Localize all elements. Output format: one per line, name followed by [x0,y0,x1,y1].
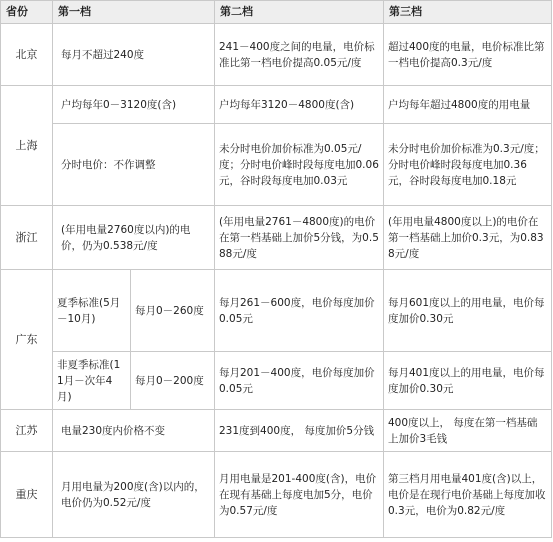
tier3-cell: 400度以上， 每度在第一档基础上加价3毛钱 [384,410,552,452]
tier3-cell: 超过400度的电量，电价标准比第一档电价提高0.3元/度 [384,24,552,86]
tier1-cell: 每月0－260度 [131,270,215,352]
province-cell: 广东 [1,270,53,410]
table-row [1,452,552,538]
tier2-cell: 231度到400度， 每度加价5分钱 [215,410,384,452]
tier3-cell: 未分时电价加价标准为0.3元/度；分时电价峰时段每度电加0.36元，谷时段每度电加0.18元 [384,124,552,206]
province-cell: 北京 [1,24,53,86]
table-row [1,206,552,270]
season-label-summer: 夏季标准(5月－10月) [53,270,131,352]
tier2-cell: 未分时电价加价标准为0.05元/度；分时电价峰时段每度电加0.06元，谷时段每度电加0.03元 [215,124,384,206]
province-cell: 江苏 [1,410,53,452]
tier3-cell: 第三档月用电量401度(含)以上，电价是在现行电价基础上每度加收0.3元，电价为0.82元/度 [384,452,552,538]
tier2-cell: (年用电量2761－4800度)的电价在第一档基础上加价5分钱，为0.588元/度 [215,206,384,270]
tier3-cell: (年用电量4800度以上)的电价在第一档基础上加价0.3元，为0.838元/度 [384,206,552,270]
tier1-cell: 月用电量为200度(含)以内的，电价仍为0.52元/度 [53,452,215,538]
tier1-cell: 每月不超过240度 [53,24,215,86]
header-tier3: 第三档 [384,1,552,24]
tier3-cell: 每月401度以上的用电量，电价每度加价0.30元 [384,352,552,410]
tier1-cell: 分时电价：不作调整 [53,124,215,206]
tier1-cell: 电量230度内价格不变 [53,410,215,452]
tier2-cell: 每月261－600度，电价每度加价0.05元 [215,270,384,352]
tier3-cell: 户均每年超过4800度的用电量 [384,86,552,124]
province-cell: 浙江 [1,206,53,270]
tier3-cell: 每月601度以上的用电量，电价每度加价0.30元 [384,270,552,352]
table-row [1,270,552,352]
tier2-cell: 月用电量是201-400度(含)，电价在现有基础上每度电加5分，电价为0.57元/度 [215,452,384,538]
tier2-cell: 户均每年3120－4800度(含) [215,86,384,124]
province-cell: 上海 [1,86,53,206]
province-cell: 重庆 [1,452,53,538]
header-tier2: 第二档 [215,1,384,24]
table-row [1,86,552,124]
tier2-cell: 每月201－400度，电价每度加价0.05元 [215,352,384,410]
table-header-row [1,1,552,24]
season-label-nonsummer: 非夏季标准(11月－次年4月) [53,352,131,410]
header-province: 省份 [1,1,53,24]
table-row [1,352,552,410]
tier1-cell: (年用电量2760度以内)的电价，仍为0.538元/度 [53,206,215,270]
table-row [1,24,552,86]
header-tier1: 第一档 [53,1,215,24]
tier1-cell: 户均每年0－3120度(含) [53,86,215,124]
table-row [1,124,552,206]
table-row [1,410,552,452]
tier2-cell: 241－400度之间的电量，电价标准比第一档电价提高0.05元/度 [215,24,384,86]
tier1-cell: 每月0－200度 [131,352,215,410]
